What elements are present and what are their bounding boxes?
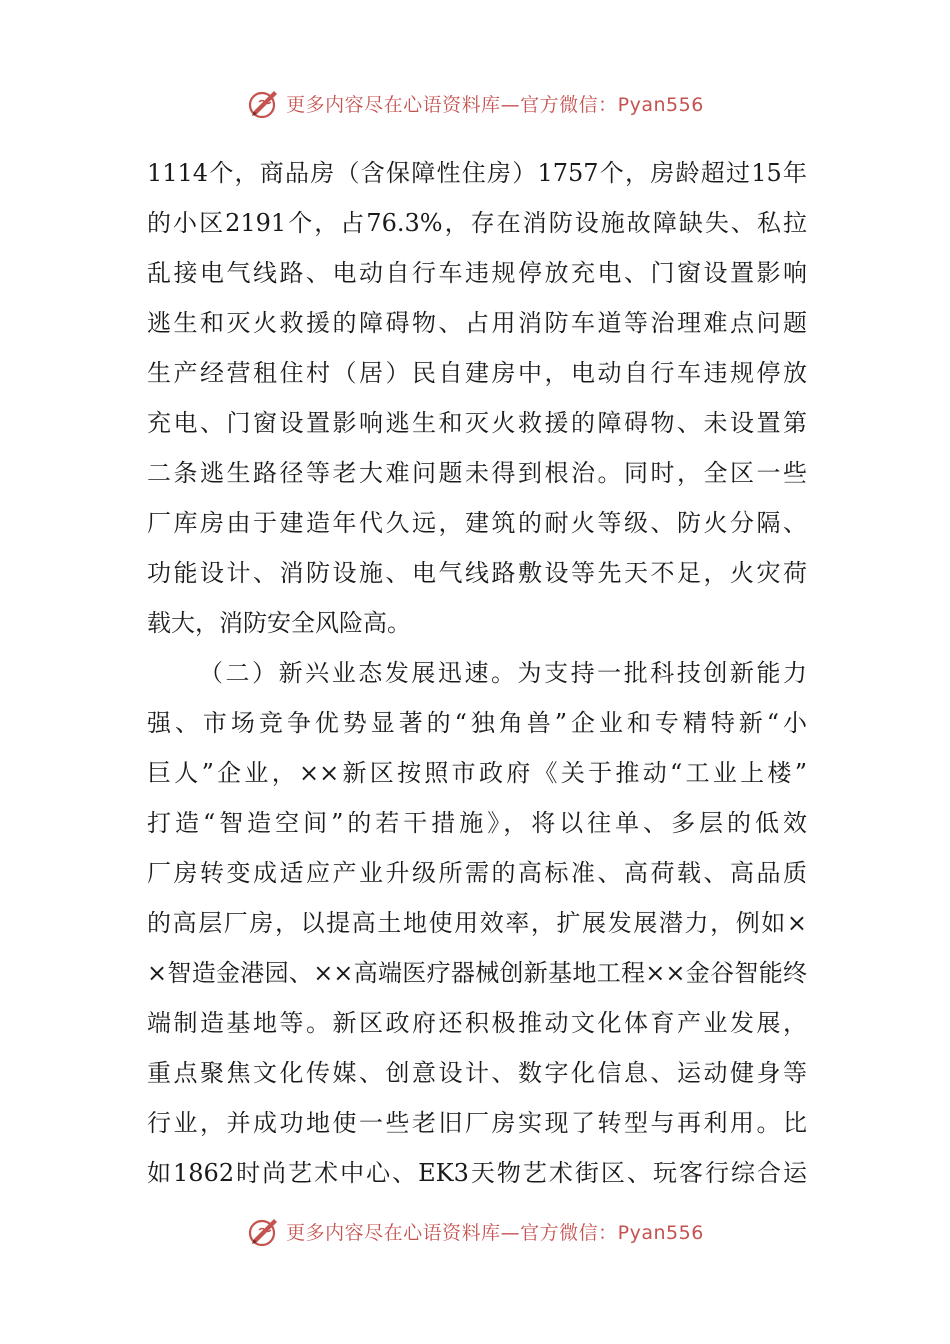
watermark-text: 更多内容尽在心语资料库—官方微信：Pyan556: [286, 93, 704, 116]
watermark-footer: [0, 1211, 950, 1251]
text-line: 功能设计、消防设施、电气线路敷设等先天不足，火灾荷: [147, 559, 807, 587]
pen-logo-icon: [246, 1213, 282, 1249]
text-line: 的高层厂房，以提高土地使用效率，扩展发展潜力，例如×: [147, 909, 807, 937]
text-line: 逃生和灭火救援的障碍物、占用消防车道等治理难点问题: [147, 309, 807, 337]
text-line: 乱接电气线路、电动自行车违规停放充电、门窗设置影响: [147, 259, 807, 287]
text-line: 1114个，商品房（含保障性住房）1757个，房龄超过15年: [147, 159, 807, 187]
text-line: 如1862时尚艺术中心、EK3天物艺术街区、玩客行综合运: [147, 1159, 807, 1187]
text-line: 载大，消防安全风险高。: [147, 609, 411, 637]
text-line: 厂库房由于建造年代久远，建筑的耐火等级、防火分隔、: [147, 509, 807, 537]
pen-logo-icon: [246, 85, 282, 121]
text-line: 生产经营租住村（居）民自建房中，电动自行车违规停放: [147, 359, 807, 387]
text-line: 打造“智造空间”的若干措施》，将以往单、多层的低效: [147, 809, 807, 837]
text-line: 端制造基地等。新区政府还积极推动文化体育产业发展，: [147, 1009, 807, 1037]
text-line: 二条逃生路径等老大难问题未得到根治。同时，全区一些: [147, 459, 807, 487]
text-line: 行业，并成功地使一些老旧厂房实现了转型与再利用。比: [147, 1109, 807, 1137]
text-line: ×智造金港园、××高端医疗器械创新基地工程××金谷智能终: [147, 959, 807, 987]
paragraph-2: [147, 648, 807, 1198]
text-line: 的小区2191个，占76.3%，存在消防设施故障缺失、私拉: [147, 209, 807, 237]
section-heading-line: （二）新兴业态发展迅速。为支持一批科技创新能力: [199, 659, 807, 687]
text-line: 充电、门窗设置影响逃生和灭火救援的障碍物、未设置第: [147, 409, 807, 437]
paragraph-1: [147, 148, 807, 648]
text-line: 巨人”企业，××新区按照市政府《关于推动“工业上楼”: [147, 759, 807, 787]
document-body: [147, 148, 807, 1198]
watermark-text: 更多内容尽在心语资料库—官方微信：Pyan556: [286, 1221, 704, 1244]
text-line: 重点聚焦文化传媒、创意设计、数字化信息、运动健身等: [147, 1059, 807, 1087]
text-line: 强、市场竞争优势显著的“独角兽”企业和专精特新“小: [147, 709, 807, 737]
text-line: 厂房转变成适应产业升级所需的高标准、高荷载、高品质: [147, 859, 807, 887]
watermark-header: [0, 83, 950, 123]
